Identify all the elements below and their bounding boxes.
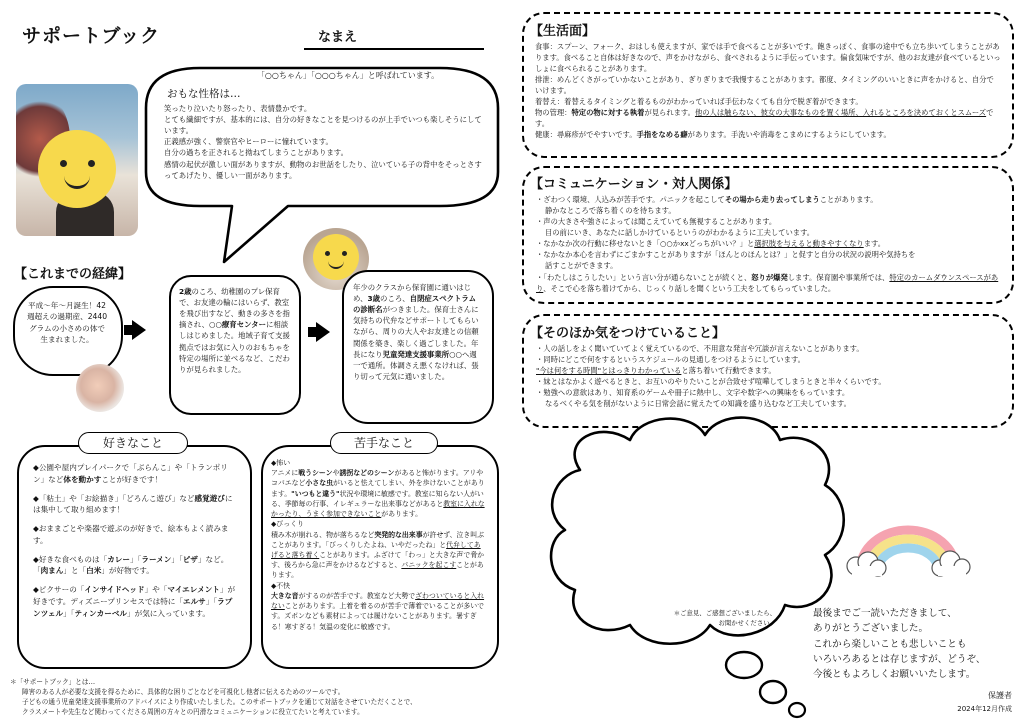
- history-step2-part: 療育センター: [221, 320, 266, 330]
- communication-point: ・なかなか本心を言わずにごまかすことがありますが「ほんとのほんとは？」と促すと自分の状況の説明や気持ちを 話すことができます。: [536, 250, 916, 271]
- likes-item: ◆好きな食べものは「カレー」「ラーメン」「ピザ」など。「肉まん」と「白米」が好物です。: [33, 554, 229, 576]
- communication-point: ・声の大きさや強さによっては聞こえていても無視することがあります。 目の前にいき、あなたに話しかけているというのがわかるように工夫しています。: [536, 217, 815, 238]
- feedback-text: [646, 608, 776, 629]
- life-health: 健康：尋麻疹がでやすいです。手指をなめる癖があります。手洗いや消毒をこまめにするようにしています。: [535, 129, 891, 139]
- other-line: なるべくやる気を削がないように日常会話に覚えたての知識を盛り込むなど工夫しています。: [545, 398, 851, 408]
- personality-line: 笑ったり泣いたり怒ったり、表情豊かです。: [164, 104, 312, 113]
- footnote-line: 子どもの通う児童発達支援事業所のアドバイスにより作成いたしました。このサポートブックを通じて対話をさせていただくことで、: [22, 697, 417, 706]
- thought-bubble: [760, 681, 786, 703]
- closing-author: 保護者: [988, 691, 1012, 700]
- dislikes-section-title: ◆不快: [271, 581, 291, 590]
- personality-nicknames: 「○○ちゃん」「○○○ちゃん」と呼ばれています。: [256, 71, 440, 80]
- closing-line: 今後ともよろしくお願いいたします。: [813, 669, 976, 681]
- likes-item: ◆おままごとや楽器で遊ぶのが好きで、絵本もよく読みます。: [33, 524, 229, 545]
- history-step1-text: 平成〜年〜月誕生！42週超えの過期産、2440グラムの小さめの体で生まれました。: [26, 301, 108, 345]
- other-line: ・勉強への意欲はあり、知育系のゲームや冊子に熱中し、文字や数字への興味をもっています。: [536, 387, 850, 397]
- life-toilet: 排泄：めんどくさがっていかないことがあり、ぎりぎりまで我慢することがあります。都度、タイミングのいいときに声をかけると、自分でいけます。: [535, 74, 994, 95]
- closing-line: ありがとうございました。: [813, 623, 929, 635]
- closing-line: 最後までご一読いただきまして、: [813, 608, 957, 619]
- other-heading: 【そのほか気をつけていること】: [530, 326, 726, 341]
- history-step2-part: に相談しはじめました。地域子育て支援拠点ではお気に入りのおもちゃを特定の場所に並べるなど、こだわりが見られました。: [179, 320, 290, 374]
- history-step3-part: 年少のクラスから保育園に通いはじめ、: [353, 283, 472, 304]
- dislikes-section-title: ◆怖い: [271, 459, 291, 467]
- history-step3-part: のころ、: [380, 294, 410, 304]
- personality-line: 感情の起伏が激しい面がありますが、動物のお世話をしたり、泣いている子の背中をそっとさすってあげたり、優しい一面があります。: [164, 159, 482, 180]
- closing-date: 2024年12月作成: [957, 705, 1012, 713]
- history-step3-part: がつきました。保育士さんに気持ちの代弁などサポートしてもらいながら、周りの大人やお友達との信頼関係を築き、楽しく過ごしました。年長になり: [353, 305, 479, 359]
- page-title: サポートブック: [22, 25, 161, 47]
- personality-line: 自分の過ちを正されると拗ねてしまうことがあります。: [164, 148, 348, 158]
- life-things: 物の管理：特定の物に対する執着が見られます。他の人は触らない、彼女の大事なものを置く場所、入れるところを決めておくとスムーズです。: [535, 107, 994, 128]
- history-heading: 【これまでの経緯】: [14, 267, 132, 282]
- history-step3-part: 自閉症スペクトラムの診断名: [353, 294, 477, 315]
- communication-heading: 【コミュニケーション・対人関係】: [530, 177, 738, 192]
- closing-line: いろいろあるとは存じますが、どうぞ、: [813, 654, 986, 666]
- dislikes-heading: 苦手なこと: [330, 432, 438, 454]
- name-label-text: なまえ: [318, 30, 358, 45]
- other-line: "今は何をする時間"とはっきりわかっていると落ち着いて行動できます。: [536, 365, 776, 375]
- personality-heading: おもな性格は…: [167, 88, 241, 100]
- rainbow-icon: [846, 508, 970, 584]
- likes-item: ◆公園や屋内プレイパークで「ぶらんこ」や「トランポリン」など体を動かすことが好きです！: [33, 463, 228, 484]
- footnote-title: ＊「サポートブック」とは…: [10, 678, 96, 686]
- communication-point: ・ざわつく環境、人込みが苦手です。パニックを起こしてその場から走り去ってしまうことがあります。 静かなところで落ち着くのを待ちます。: [536, 195, 878, 216]
- dislikes-section: 大きな音がするのが苦手です。教室など大勢でざわついていると入れないことがあります。上着を着るのが苦手で薄着でいることが多いです。ズボンなども素材によっては履けないことがあります。暑すぎる！寒すぎる！気温の変化に敏感です。: [271, 591, 485, 631]
- likes-item: ◆ピクサーの「インサイドヘッド」や「マイエレメント」が好きです。ディズニープリンセスでは特に「エルサ」「ラプンツェル」「ティンカーベル」が気に入っています。: [33, 585, 236, 618]
- communication-point: ・なかなか次の行動に移せないとき「○○かxxどっちがいい？」と選択肢を与えると動きやすくなります。: [536, 239, 886, 249]
- feedback-line: ＊ご意見、ご感想ございましたら、: [673, 609, 776, 617]
- history-step2-part: のころ、幼稚園のプレ保育で、お友達の輪にはいらず、教室を飛び出すなど、動きの多さを指摘され、○○: [179, 287, 290, 330]
- closing-line: これから楽しいことも悲しいことも: [813, 638, 967, 650]
- history-step3-part: ○○へ週一で通所。体調さえ悪くなければ、張り切って元気に通いました。: [353, 349, 479, 381]
- thought-bubble: [726, 652, 762, 678]
- thought-bubble: [789, 703, 805, 717]
- life-meal: 食事：スプーン、フォーク、おはしも使えますが、家では手で食べることが多いです。飽きっぽく、食事の途中でも立ち歩いてしまうことがあります。食べること自体は好きなので、声をかけながら、食べされるように手伝っています。偏食気味ですが、他のお友達が食べているといっしょに食べられることがあります。: [535, 42, 1001, 73]
- other-line: ・人の話しをよく聞いていてよく覚えているので、不用意な発言や冗談が言えないことがあります。: [536, 344, 864, 353]
- other-line: ・妹とはなかよく遊べるときと、お互いのやりたいことが合致せず喧嘩してしまうときと半々くらいです。: [536, 376, 886, 386]
- history-step2-part: 2歳: [179, 287, 192, 296]
- dislikes-section: 積み木が崩れる、物が落ちるなど突発的な出来事が許せず、泣き叫ぶことがあります。「びっくりしたよね、いやだったね」と代弁してあげると落ち着くことがあります。ふざけて「わっ」と大きな声で脅かす、後ろから急に声をかけるなどすると、パニックを起こすことがあります。: [271, 530, 485, 580]
- history-step3-part: 児童発達支援事業所: [382, 349, 450, 359]
- feedback-line: お聞かせください。: [718, 619, 776, 628]
- personality-line: 正義感が強く、警察官やヒーローに憧れています。: [164, 137, 333, 147]
- other-line: ・同時にどこで何をするというスケジュールの見通しをつけるようにしています。: [536, 354, 805, 364]
- likes-item: ◆「粘土」や「お絵描き」「どろんこ遊び」など感覚遊びには集中して取り組めます！: [33, 493, 233, 515]
- history-step3-part: 3歳: [367, 294, 381, 304]
- footnote-line: 障害のある人が必要な支援を得るために、具体的な困りごとなどを可視化し他者に伝えるためのツールです。: [22, 687, 345, 696]
- dislikes-section-title: ◆びっくり: [271, 520, 304, 529]
- life-dress: 着替え：着替えるタイミングと着るものがわかっていれば手伝わなくても自分で脱ぎ着ができます。: [535, 96, 863, 106]
- closing-message: [813, 606, 1013, 683]
- life-heading: 【生活面】: [530, 24, 596, 39]
- footnote-line: クラスメートや先生など関わってくださる周囲の方々との円滑なコミュニケーションに役立てたいと考えています。: [22, 707, 364, 716]
- dislikes-section: アニメに戦うシーンや誘拐などのシーンがあると怖がります。アリやコバエなど小さな虫がいると怯えてしまい、外を歩けないことがあります。"いつもと違う"状況や環境に敏感です。教室に知らない人がいる、季節毎の行事、イレギュラーな出来事などがあると教室に入れなかったり、うまく参加できないことがあります。: [271, 469, 485, 519]
- likes-heading: 好きなこと: [78, 432, 188, 454]
- communication-point: ・「わたしはこうしたい」という言い分が通らないことが続くと、怒りが爆発します。保育園や事業所では、特定のカームダウンスペースがあり、そこで心を落ち着けてから、じっくり話しを聞くという工夫をしてもらっていました。: [536, 272, 999, 293]
- personality-line: とても繊細ですが、基本的には、自分の好きなことを見つけるのが上手でいつも楽しそうにしています。: [164, 115, 482, 136]
